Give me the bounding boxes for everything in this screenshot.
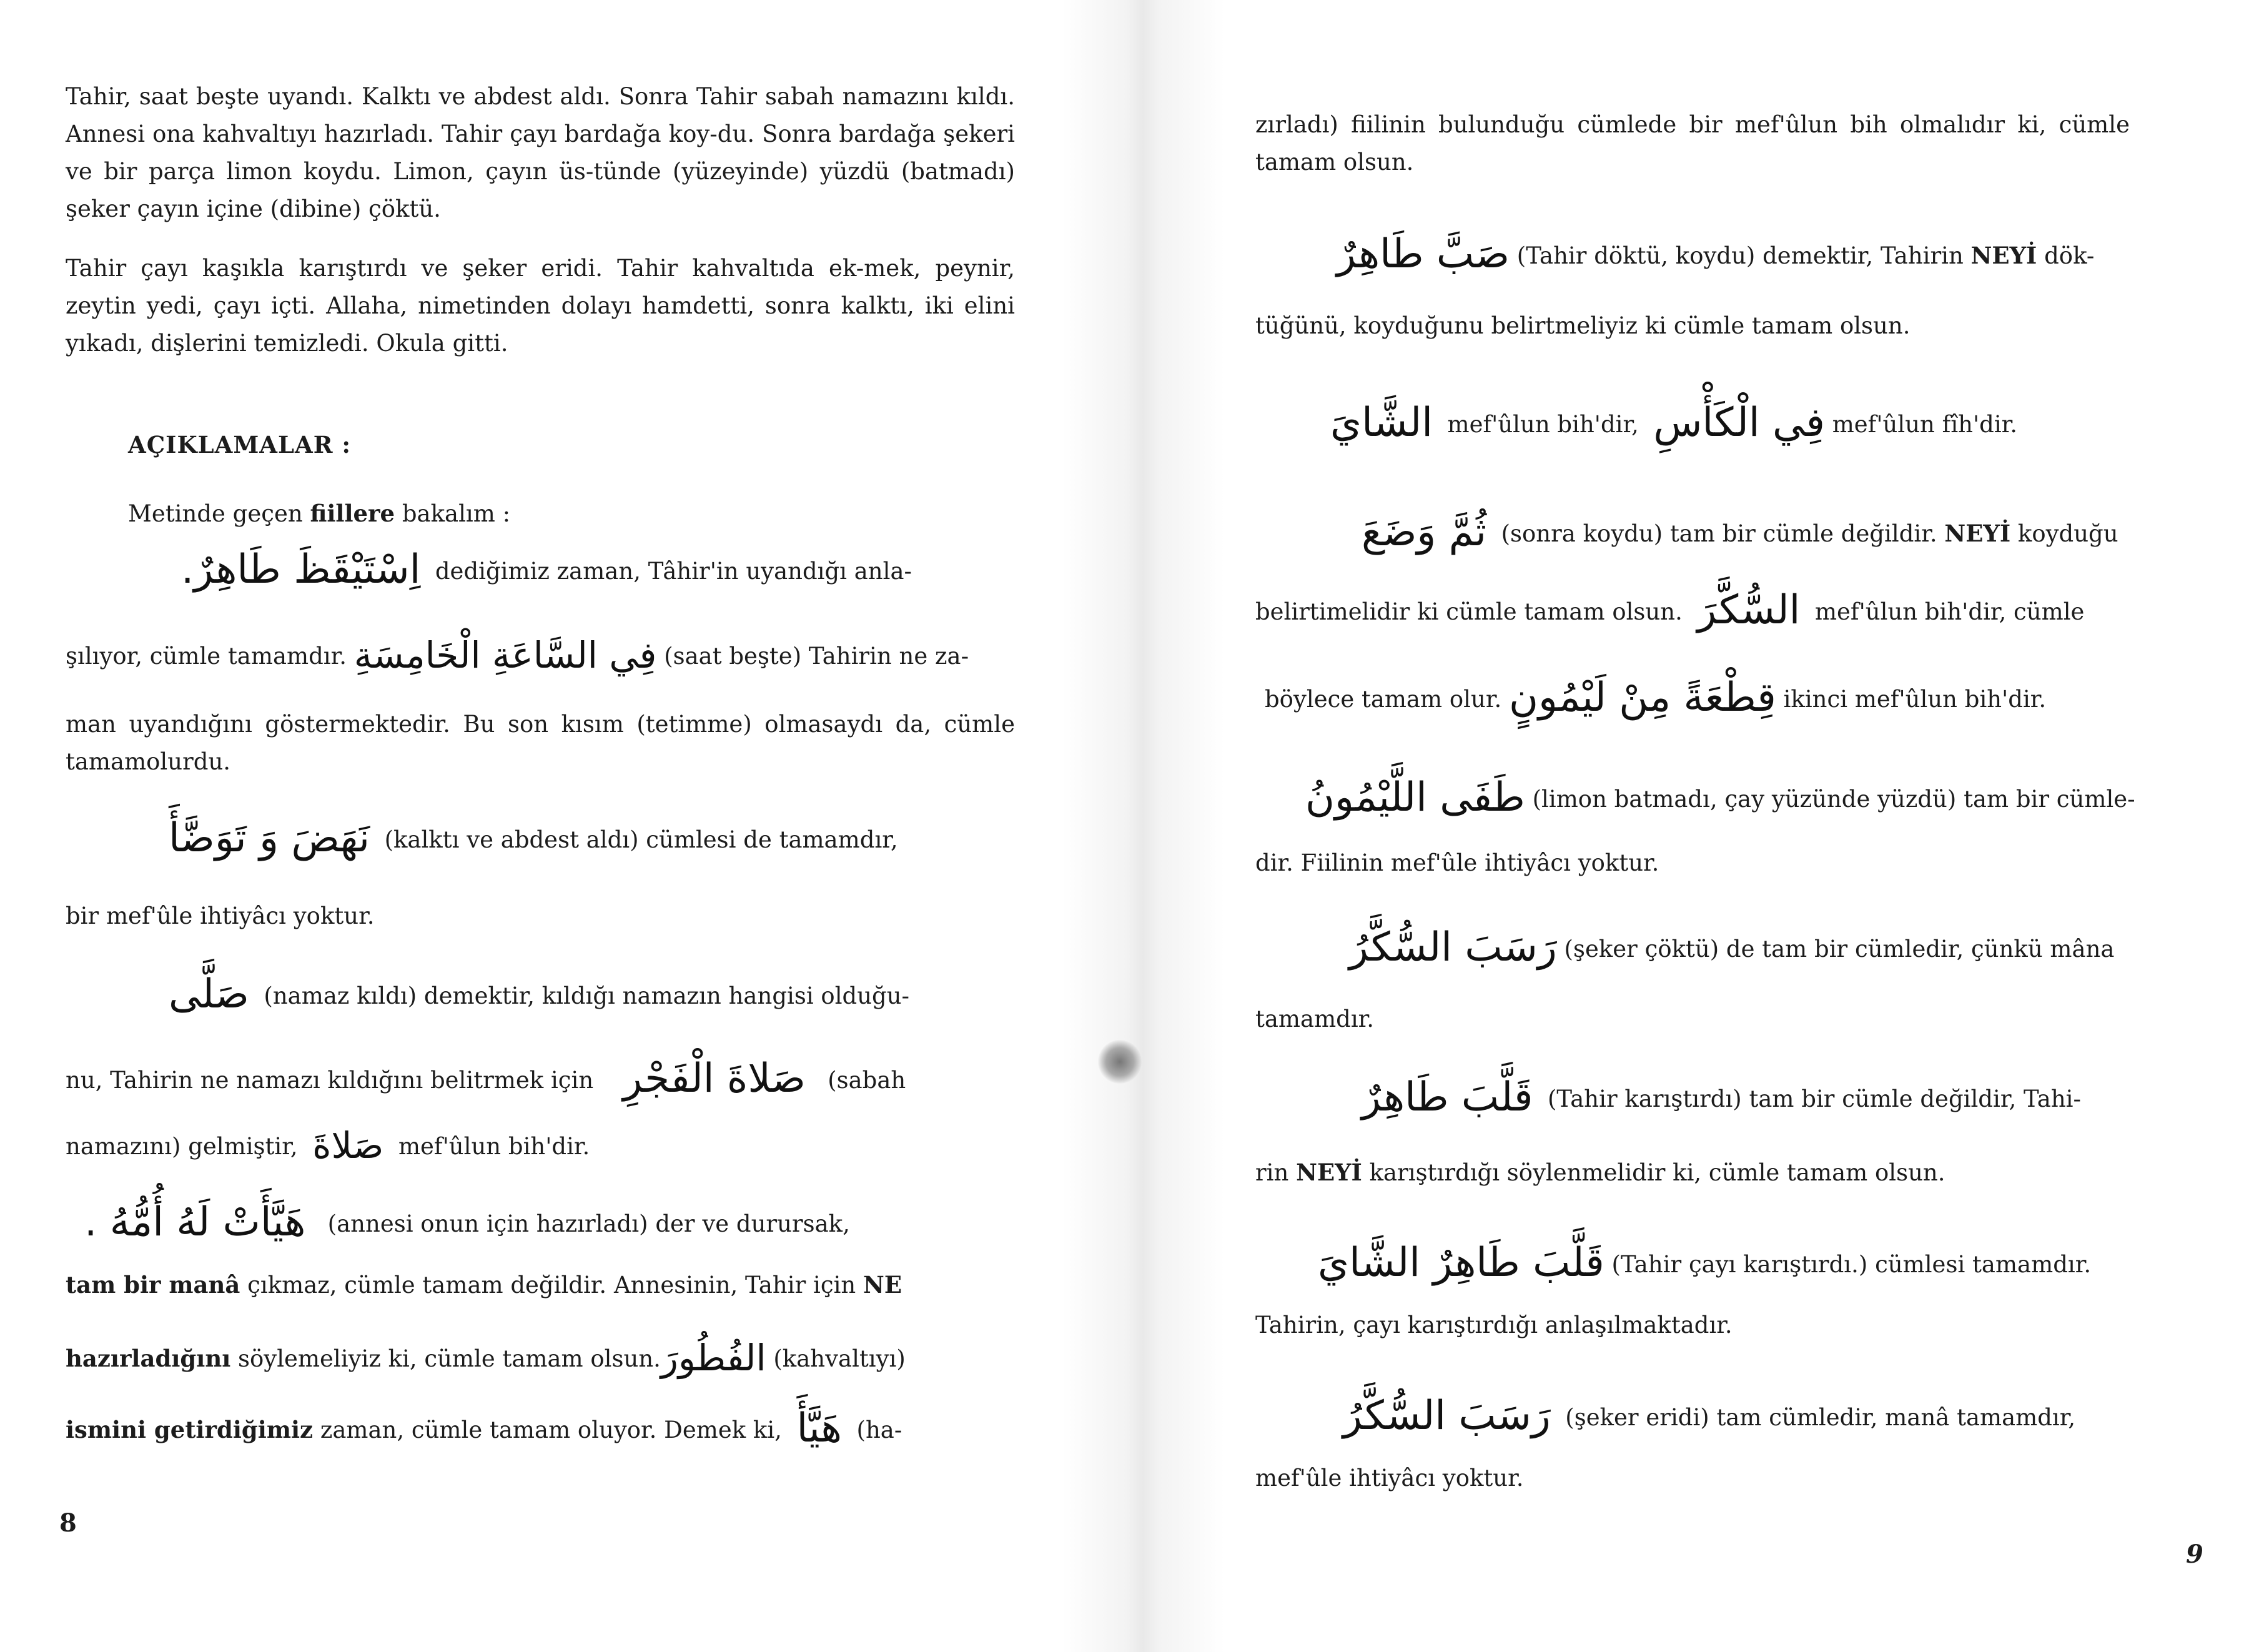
- explanation-line-7: nu, Tahirin ne namazı kıldığını belitrmek için صَلاةَ الْفَجْرِ (sabah: [66, 1056, 906, 1102]
- right-line-15: Tahirin, çayı karıştırdığı anlaşılmaktadır.: [1255, 1312, 1733, 1338]
- intro-line: Metinde geçen fiillere bakalım :: [128, 500, 511, 527]
- binding-mark: [1098, 1040, 1142, 1084]
- arabic-phrase: هَيَّأَ: [796, 1405, 843, 1452]
- arabic-phrase: رَسَبَ السُّكَّرُ: [1349, 924, 1557, 971]
- explanation-line-9: هَيَّأَتْ لَهُ أُمُّهُ . (annesi onun için hazırladı) der ve durursak,: [84, 1199, 850, 1245]
- arabic-phrase: قِطْعَةً مِنْ لَيْمُونٍ: [1508, 675, 1776, 721]
- explanation-line-10: tam bir manâ çıkmaz, cümle tamam değildir. Annesinin, Tahir için NE: [66, 1271, 902, 1298]
- arabic-phrase: فِي السَّاعَةِ الْخَامِسَةِ: [353, 634, 657, 676]
- page-number: 9: [2186, 1540, 2203, 1569]
- explanation-line-1: اِسْتَيْقَظَ طَاهِرٌ. dediğimiz zaman, Tâhir'in uyandığı anla-: [181, 547, 912, 593]
- arabic-phrase: صَلاةَ: [312, 1124, 384, 1167]
- explanation-line-3: man uyandığını göstermektedir. Bu son kısım (tetimme) olmasaydı da, cümle tamamolurdu.: [66, 711, 1015, 775]
- right-line-9: dir. Fiilinin mef'ûle ihtiyâcı yoktur.: [1255, 849, 1659, 876]
- arabic-phrase: نَهَضَ وَ تَوَضَّأَ: [169, 815, 370, 861]
- right-line-3: tüğünü, koyduğunu belirtmeliyiz ki cümle tamam olsun.: [1255, 312, 1911, 339]
- right-line-8: طَفَى اللَّيْمُونُ (limon batmadı, çay yüzünde yüzdü) tam bir cümle-: [1305, 774, 2135, 821]
- arabic-phrase: اِسْتَيْقَظَ طَاهِرٌ.: [181, 547, 421, 593]
- right-line-16: رَسَبَ السُّكَّرُ (şeker eridi) tam cümledir, manâ tamamdır,: [1343, 1393, 2076, 1439]
- page-number: 8: [59, 1508, 77, 1538]
- arabic-phrase: صَلاةَ الْفَجْرِ: [623, 1056, 806, 1102]
- explanation-line-8: namazını) gelmiştir, صَلاةَ mef'ûlun bih'dir.: [66, 1124, 590, 1167]
- arabic-phrase: السُّكَّرَ: [1697, 587, 1801, 633]
- explanation-line-4: نَهَضَ وَ تَوَضَّأَ (kalktı ve abdest aldı) cümlesi de tamamdır,: [169, 815, 898, 861]
- arabic-phrase: الشَّايَ: [1330, 400, 1433, 446]
- explanation-line-11: hazırladığını söylemeliyiz ki, cümle tamam olsun.الفُطُورَ (kahvaltıyı): [66, 1337, 906, 1379]
- paragraph-1: Tahir, saat beşte uyandı. Kalktı ve abdest aldı. Sonra Tahir sabah namazını kıldı. Annesi ona kahvaltıyı hazırladı. Tahir çayı bardağa koy-du. Sonra bardağa şekeri ve bir parça limon koydu. Limon, çayın üs-tünde (yüzeyinde) yüzdü (batmadı) şeker çayın içine (dibine) çöktü.: [66, 83, 1015, 222]
- arabic-phrase: الفُطُورَ: [660, 1337, 766, 1379]
- arabic-phrase: طَفَى اللَّيْمُونُ: [1305, 774, 1525, 821]
- explanation-line-2: şılıyor, cümle tamamdır. فِي السَّاعَةِ الْخَامِسَةِ (saat beşte) Tahirin ne za-: [66, 634, 969, 676]
- right-line-17: mef'ûle ihtiyâcı yoktur.: [1255, 1465, 1524, 1491]
- right-line-14: قَلَّبَ طَاهِرٌ الشَّايَ (Tahir çayı karıştırdı.) cümlesi tamamdır.: [1318, 1240, 2092, 1286]
- paragraph-2: Tahir çayı kaşıkla karıştırdı ve şeker eridi. Tahir kahvaltıda ek-mek, peynir, zeytin yedi, çayı içti. Allaha, nimetinden dolayı hamdetti, sonra kalktı, iki elini yıkadı, dişlerini temizledi. Okula gitti.: [66, 255, 1015, 357]
- right-line-11: tamamdır.: [1255, 1006, 1375, 1032]
- right-page: [1162, 0, 2259, 1652]
- right-line-12: قَلَّبَ طَاهِرٌ (Tahir karıştırdı) tam bir cümle değildir, Tahi-: [1362, 1074, 2081, 1120]
- right-line-13: rin NEYİ karıştırdığı söylenmelidir ki, cümle tamam olsun.: [1255, 1159, 1945, 1186]
- arabic-phrase: رَسَبَ السُّكَّرُ: [1343, 1393, 1551, 1439]
- arabic-phrase: ثُمَّ وَضَعَ: [1362, 509, 1487, 555]
- arabic-phrase: صَلَّى: [169, 971, 249, 1017]
- explanation-line-5: bir mef'ûle ihtiyâcı yoktur.: [66, 903, 375, 929]
- arabic-phrase: هَيَّأَتْ لَهُ أُمُّهُ .: [84, 1199, 306, 1245]
- arabic-phrase: قَلَّبَ طَاهِرٌ: [1362, 1074, 1533, 1120]
- right-line-6: belirtimelidir ki cümle tamam olsun. السُّكَّرَ mef'ûlun bih'dir, cümle: [1255, 587, 2085, 633]
- arabic-phrase: صَبَّ طَاهِرٌ: [1337, 231, 1510, 277]
- right-line-4: الشَّايَ mef'ûlun bih'dir, فِي الْكَأْسِ mef'ûlun fîh'dir.: [1330, 400, 2018, 446]
- explanation-line-6: صَلَّى (namaz kıldı) demektir, kıldığı namazın hangisi olduğu-: [169, 971, 910, 1017]
- right-line-1: zırladı) fiilinin bulunduğu cümlede bir mef'ûlun bih olmalıdır ki, cümle tamam olsun.: [1255, 111, 2130, 176]
- right-line-10: رَسَبَ السُّكَّرُ (şeker çöktü) de tam bir cümledir, çünkü mâna: [1349, 924, 2115, 971]
- explanation-line-12: ismini getirdiğimiz zaman, cümle tamam oluyor. Demek ki, هَيَّأَ (ha-: [66, 1405, 902, 1452]
- arabic-phrase: فِي الْكَأْسِ: [1653, 400, 1825, 446]
- right-line-2: صَبَّ طَاهِرٌ (Tahir döktü, koydu) demektir, Tahirin NEYİ dök-: [1337, 231, 2095, 277]
- right-line-7: böylece tamam olur. قِطْعَةً مِنْ لَيْمُونٍ ikinci mef'ûlun bih'dir.: [1265, 675, 2047, 721]
- right-line-5: ثُمَّ وَضَعَ (sonra koydu) tam bir cümle değildir. NEYİ koyduğu: [1362, 509, 2118, 555]
- left-page: [0, 0, 1099, 1652]
- section-heading: AÇIKLAMALAR :: [128, 431, 352, 458]
- arabic-phrase: قَلَّبَ طَاهِرٌ الشَّايَ: [1318, 1240, 1604, 1286]
